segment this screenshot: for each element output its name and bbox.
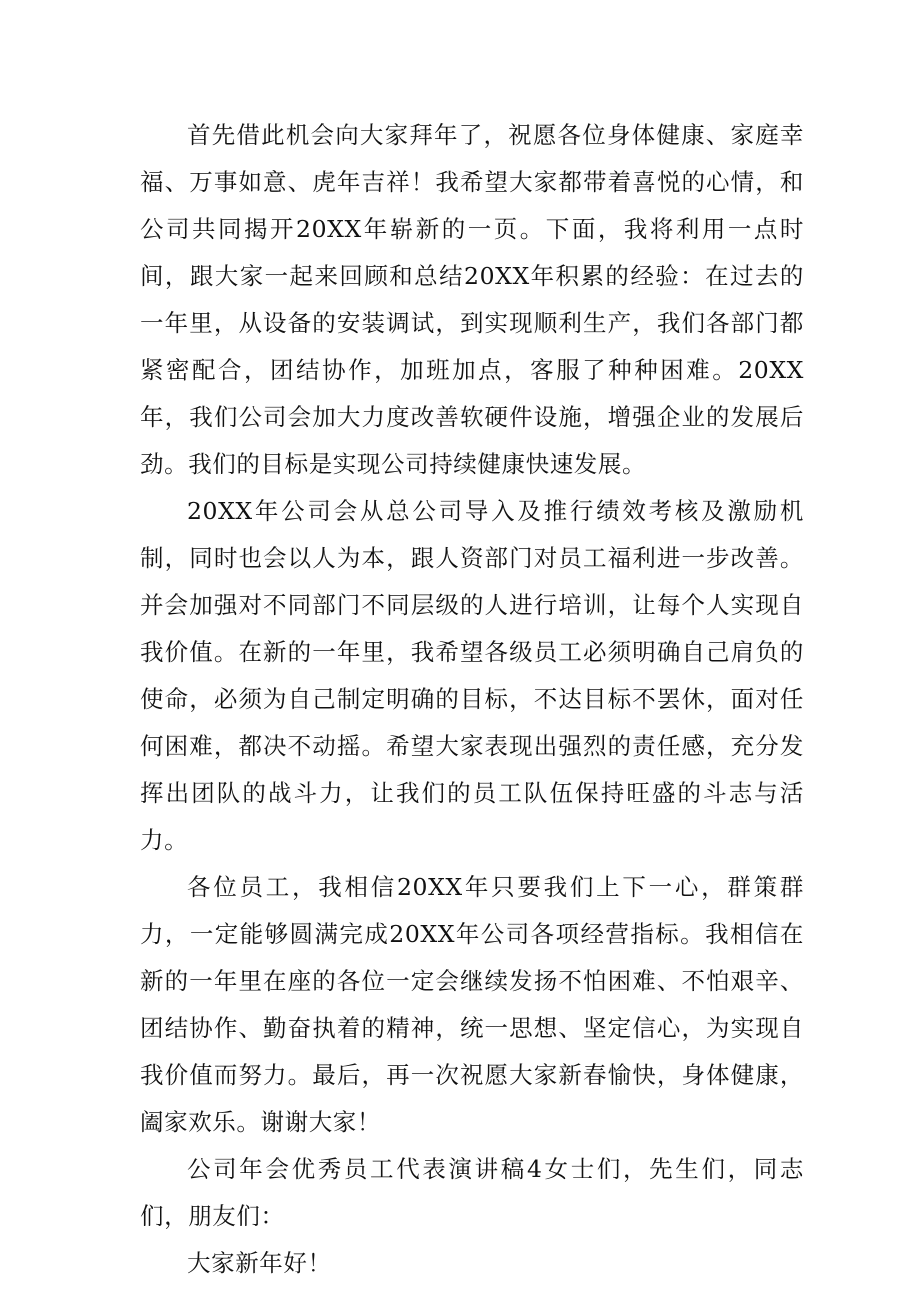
paragraph-5: 大家新年好！	[187, 1249, 332, 1277]
paragraph-1: 首先借此机会向大家拜年了，祝愿各位身体健康、家庭幸福、万事如意、虎年吉祥！我希望大家都带着喜悦的心情，和公司共同揭开20XX年崭新的一页。下面，我将利用一点时间，跟大家一起来回顾和总结20XX年积累的经验：在过去的一年里，从设备的安装调试，到实现顺利生产，我们各部门都紧密配合，团结协作，加班加点，客服了种种困难。20XX年，我们公司会加大力度改善软硬件设施，增强企业的发展后劲。我们的目标是实现公司持续健康快速发展。	[140, 121, 804, 478]
document-body	[140, 112, 804, 1287]
paragraph-3: 各位员工，我相信20XX年只要我们上下一心，群策群力，一定能够圆满完成20XX年公司各项经营指标。我相信在新的一年里在座的各位一定会继续发扬不怕困难、不怕艰辛、团结协作、勤奋执着的精神，统一思想、坚定信心，为实现自我价值而努力。最后，再一次祝愿大家新春愉快，身体健康，阖家欢乐。谢谢大家！	[140, 873, 804, 1136]
paragraph-2: 20XX年公司会从总公司导入及推行绩效考核及激励机制，同时也会以人为本，跟人资部门对员工福利进一步改善。并会加强对不同部门不同层级的人进行培训，让每个人实现自我价值。在新的一年里，我希望各级员工必须明确自己肩负的使命，必须为自己制定明确的目标，不达目标不罢休，面对任何困难，都决不动摇。希望大家表现出强烈的责任感，充分发挥出团队的战斗力，让我们的员工队伍保持旺盛的斗志与活力。	[140, 497, 804, 854]
paragraph-4: 公司年会优秀员工代表演讲稿4女士们，先生们，同志们，朋友们：	[140, 1155, 804, 1230]
